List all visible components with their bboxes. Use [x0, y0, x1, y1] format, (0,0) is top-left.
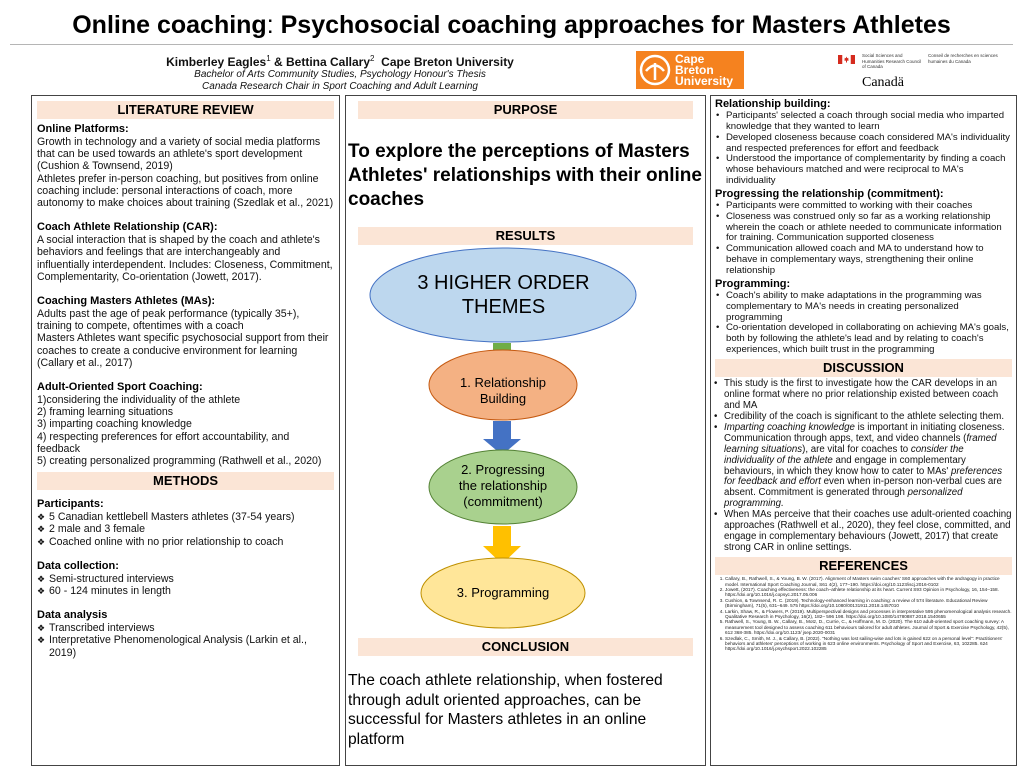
author-subtitle-2: Canada Research Chair in Sport Coaching and Adult Learning	[202, 81, 478, 92]
adult-oriented-item: 3) imparting coaching knowledge	[37, 418, 192, 431]
reference-item: 1. Callary, B., Rathwell, S., & Young, B. W. (2017). Alignment of Masters swim coaches' S60 approaches with the andragogy in practice model. International Sport Coaching Journal, S61 4(2), 177–190. https://doi.org/10.1123/iscj.2016-0102	[725, 576, 1012, 587]
themes-label-line-2: THEMES	[461, 296, 546, 318]
author-names	[80, 52, 600, 69]
adult-oriented-item: 5) creating personalized programming (Rathwell et al., 2020)	[37, 455, 322, 468]
diamond-bullet-icon: ❖	[37, 524, 46, 535]
literature-review-header: LITERATURE REVIEW	[37, 101, 334, 119]
author-2: & Bettina Callary	[270, 55, 371, 69]
list-item	[714, 421, 1012, 511]
bullet-icon: •	[716, 131, 720, 143]
progressing-relationship-list	[715, 201, 1012, 277]
list-item	[716, 110, 1012, 133]
bullet-icon: •	[716, 243, 720, 255]
bullet-icon: •	[716, 153, 720, 165]
diamond-bullet-icon: ❖	[37, 623, 46, 634]
reference-item: 6. Szedlak, C., Smith, M. J., & Callary, B. (2022). "Nothing was lost sailing-wise and lots is gained 622 on a personal level": Practitioners' behaviors and athletes' perceptions of working in 623 online environments. Psychology of Sport and Exercise, 63, 102285. 624 https://doi.org/10.1016/j.psychsport.2022.102285	[725, 636, 1012, 652]
cbu-logo-text	[675, 51, 734, 88]
programming-list	[715, 291, 1012, 356]
bullet-icon: •	[716, 289, 720, 301]
list-item-text: Coached online with no prior relationship to coach	[49, 535, 284, 548]
list-item	[716, 289, 1012, 324]
adult-oriented-item: 1)considering the individuality of the athlete	[37, 394, 241, 407]
institution: Cape Breton University	[381, 55, 514, 69]
sshrc-english-name: Social Sciences and Humanities Research Council of Canada	[862, 53, 922, 69]
list-item	[37, 535, 334, 548]
list-item-text: Developed closeness because coach considered MA's individuality and respected preferences for effort and feedback	[726, 131, 1010, 154]
online-platforms-text-2: Athletes prefer in-person coaching, but positives from online coaching include: personal interactions of coach, more autonomy to make choices about training (Szedlak et al., 2021)	[37, 172, 334, 210]
relationship-building-label	[433, 375, 573, 407]
car-title: Coach Athlete Relationship (CAR):	[37, 221, 218, 234]
cbu-logo-line-1: Cape	[675, 51, 705, 66]
online-platforms-text-1: Growth in technology and a variety of social media platforms that can be used towards an athlete's sport development (Cushion & Townsend, 2019)	[37, 136, 321, 173]
author-block	[80, 52, 600, 93]
list-item-text: Semi-structured interviews	[49, 572, 174, 585]
diamond-bullet-icon: ❖	[37, 512, 46, 523]
node-2-line-3: (commitment)	[463, 494, 543, 509]
list-item	[714, 377, 1012, 412]
progressing-relationship-title: Progressing the relationship (commitment):	[715, 187, 944, 200]
list-item	[716, 243, 1012, 277]
emphasis-text: consider the individuality of the athlete	[724, 443, 964, 466]
list-item-text: Communication allowed coach and MA to understand how to behave in complementary ways, strengthening their online relationship	[726, 243, 984, 276]
conclusion-statement: The coach athlete relationship, when fostered through adult oriented approaches, can be successful for Masters athletes in an online platform	[348, 672, 663, 748]
node-2-line-1: 2. Progressing	[461, 462, 545, 477]
list-item-text: 5 Canadian kettlebell Masters athletes (37-54 years)	[49, 511, 295, 524]
list-item	[716, 153, 1012, 187]
list-item-text: This study is the first to investigate how the CAR develops in an online format where no prior relationship existed between coach and MA	[724, 377, 999, 411]
list-item	[37, 523, 334, 536]
data-collection-list	[37, 573, 334, 597]
programming-title: Programming:	[715, 277, 791, 290]
list-item-text: Interpretative Phenomenological Analysis (Larkin et al., 2019)	[49, 634, 307, 659]
list-item	[716, 322, 1012, 356]
sshrc-logo	[838, 53, 1008, 93]
emphasis-text: Imparting coaching knowledge	[724, 421, 855, 433]
list-item-text: 2 male and 3 female	[49, 523, 145, 536]
bullet-icon: •	[714, 410, 718, 422]
middle-column	[345, 95, 706, 766]
methods-header: METHODS	[37, 472, 334, 490]
references-header: REFERENCES	[715, 557, 1012, 575]
online-platforms-title: Online Platforms:	[37, 123, 129, 135]
canada-wordmark: Canadä	[862, 75, 904, 90]
data-analysis-list	[37, 622, 334, 659]
node-1-line-2: Building	[479, 391, 527, 406]
node-2-line-2: the relationship	[458, 478, 548, 493]
masters-athletes-text-1: Adults past the age of peak performance (typically 35+), training to compete, oftentimes with a coach	[37, 308, 300, 333]
title-separator: :	[266, 11, 274, 39]
list-item	[37, 585, 334, 598]
author-1: Kimberley Eagles	[166, 55, 267, 69]
car-text: A social interaction that is shaped by the coach and athlete's behaviors and feelings that are interchangeably and influentially interdependent. Includes: Closeness, Commitment, Complementarity, Co-orientation (Jowett, 2017).	[37, 234, 333, 283]
purpose-header: PURPOSE	[358, 101, 693, 119]
cbu-logo-line-2: Breton	[675, 62, 714, 77]
cbu-logo-line-3: University	[675, 73, 734, 88]
list-item-text: Participants were committed to working with their coaches	[726, 199, 973, 211]
references-list	[715, 576, 1012, 652]
poster-title	[0, 8, 1023, 42]
list-item	[716, 210, 1012, 245]
results-header: RESULTS	[358, 227, 693, 245]
adult-oriented-item: 4) respecting preferences for effort accountability, and feedback	[37, 430, 290, 455]
list-item-text: Credibility of the coach is significant to the athlete selecting them.	[724, 410, 1005, 422]
themes-label	[371, 271, 636, 319]
list-item-text: even when in-person non-verbal cues are absent. Commitment is generated through	[724, 476, 1002, 499]
diamond-bullet-icon: ❖	[37, 635, 46, 646]
title-rest: Psychosocial coaching approaches for Masters Athletes	[273, 11, 951, 39]
list-item-text: When MAs perceive that their coaches use adult-oriented coaching approaches (Rathwell et al., 2020), they feel close, committed, and engage in complementary behaviours (Jowett, 2017) that create strong CAR in online settings.	[724, 509, 1012, 554]
data-collection-title: Data collection:	[37, 559, 119, 572]
cbu-logo-mark-icon	[639, 54, 671, 86]
adult-oriented-title: Adult-Oriented Sport Coaching:	[37, 381, 203, 394]
right-column	[710, 95, 1017, 766]
list-item-text: is important in initiating closeness. Communication through apps, text, and video channels (	[724, 421, 1005, 444]
list-item-text: Understood the importance of complementarity by finding a coach whose behaviours matched and were reciprocal to MA's individuality	[726, 153, 1006, 187]
bullet-icon: •	[716, 322, 720, 334]
reference-item: 5. Rathwell, S., Young, B. W., Callary, B., Motz, D., Currie, C., & Hoffmann, M. D. (2020). The 610 adult-oriented sport coaching survey: A measurement tool designed to assess coaching 611 behaviours tailored for adult athletes. Journal of Sport & Exercise Psychology, 42(5), 612 368-385. https://doi.org/10.1123/ jsep.2020-0031	[725, 619, 1012, 635]
left-column	[31, 95, 340, 766]
list-item	[716, 131, 1012, 155]
participants-title: Participants:	[37, 498, 104, 511]
list-item-text: 60 - 124 minutes in length	[49, 585, 171, 598]
list-item	[37, 634, 334, 659]
discussion-header: DISCUSSION	[715, 359, 1012, 377]
results-flow-diagram	[346, 96, 705, 636]
list-item-text: Co-orientation developed in collaborating on achieving MA's goals, both by following the athlete's lead and by relating to coach's experiences, which built trust in the programming	[726, 322, 1009, 356]
bullet-icon: •	[716, 210, 720, 222]
data-analysis-title: Data analysis	[37, 609, 108, 622]
bullet-icon: •	[714, 421, 718, 433]
sshrc-french-name: Conseil de recherches en sciences humaines du Canada	[928, 53, 998, 64]
author-1-affiliation: 1	[266, 54, 271, 63]
bullet-icon: •	[716, 110, 720, 121]
list-item	[714, 509, 1012, 554]
relationship-building-list	[715, 111, 1012, 187]
relationship-building-title: Relationship building:	[715, 98, 831, 110]
list-item	[37, 572, 334, 585]
conclusion-header: CONCLUSION	[358, 638, 693, 656]
masters-athletes-title: Coaching Masters Athletes (MAs):	[37, 295, 216, 308]
list-item	[37, 511, 334, 524]
list-item	[37, 622, 334, 635]
list-item-text: Transcribed interviews	[49, 622, 155, 635]
author-2-affiliation: 2	[370, 54, 375, 63]
diamond-bullet-icon: ❖	[37, 586, 46, 597]
purpose-statement: To explore the perceptions of Masters Athletes' relationships with their online coaches	[348, 141, 702, 210]
emphasis-text: preferences for feedback and effort	[724, 465, 1003, 488]
canada-flag-icon	[838, 55, 855, 64]
list-item-text: ), are vital for coaches to	[802, 443, 911, 455]
list-item-text: Closeness was construed only so far as a working relationship wherein the coach or athlete needed to communicate information for training. Communication supported closeness	[726, 210, 1002, 244]
diamond-bullet-icon: ❖	[37, 536, 46, 547]
emphasis-text: framed learning situations	[724, 432, 997, 455]
title-main: Online coaching	[72, 11, 267, 39]
masters-athletes-text-2: Masters Athletes want specific psychosocial support from their coaches to create a conducive environment for learning (Callary et al., 2017)	[37, 332, 329, 369]
discussion-list	[715, 379, 1012, 554]
reference-item: 2. Jowett, (2017). Coaching effectiveness: the coach–athlete relationship at its heart. Current S93 Opinion in Psychology, 16, 154–158. https://doi.org/10.1016/j.copsyc.2017.05.006	[725, 587, 1012, 598]
diamond-bullet-icon: ❖	[37, 573, 46, 584]
list-item-text: Participants' selected a coach through social media who imparted knowledge that they wanted to learn	[726, 110, 1005, 132]
author-subtitle-1: Bachelor of Arts Community Studies, Psychology Honour's Thesis	[194, 69, 486, 80]
reference-item: 3. Cushion, & Townsend, R. C. (2019). Technology-enhanced learning in coaching: a review of 574 literature. Educational Review (Birmingham), 71(5), 631–649. 575 https://doi.org/10.1080/00131911.2018.1457010	[725, 598, 1012, 609]
adult-oriented-item: 2) framing learning situations	[37, 406, 174, 419]
reference-item: 4. Larkin, Shaw, R., & Flowers, P. (2019). Multiperspectival designs and processes in interpretative 595 phenomenological analysis research. Qualitative Research in Psychology, 16(2), 182– 596 198. https://doi.org/10.1080/14780887.2018.1540655	[725, 609, 1012, 620]
list-item-text: Coach's ability to make adaptations in the programming was complementary to MA's needs in creating personalized programming	[726, 289, 982, 323]
node-1-line-1: 1. Relationship	[460, 375, 546, 390]
title-divider	[10, 44, 1013, 45]
cape-breton-university-logo	[636, 51, 744, 89]
progressing-relationship-label	[433, 462, 573, 510]
programming-label: 3. Programming	[456, 585, 550, 600]
participants-list	[37, 511, 334, 548]
themes-label-line-1: 3 HIGHER ORDER	[417, 272, 590, 294]
bullet-icon: •	[714, 509, 718, 521]
emphasis-text: personalized programming.	[724, 487, 963, 510]
bullet-icon: •	[716, 199, 720, 211]
bullet-icon: •	[714, 377, 718, 389]
list-item-text: and engage in complementary behaviours, in which they know how to cater to MAs'	[724, 454, 966, 477]
